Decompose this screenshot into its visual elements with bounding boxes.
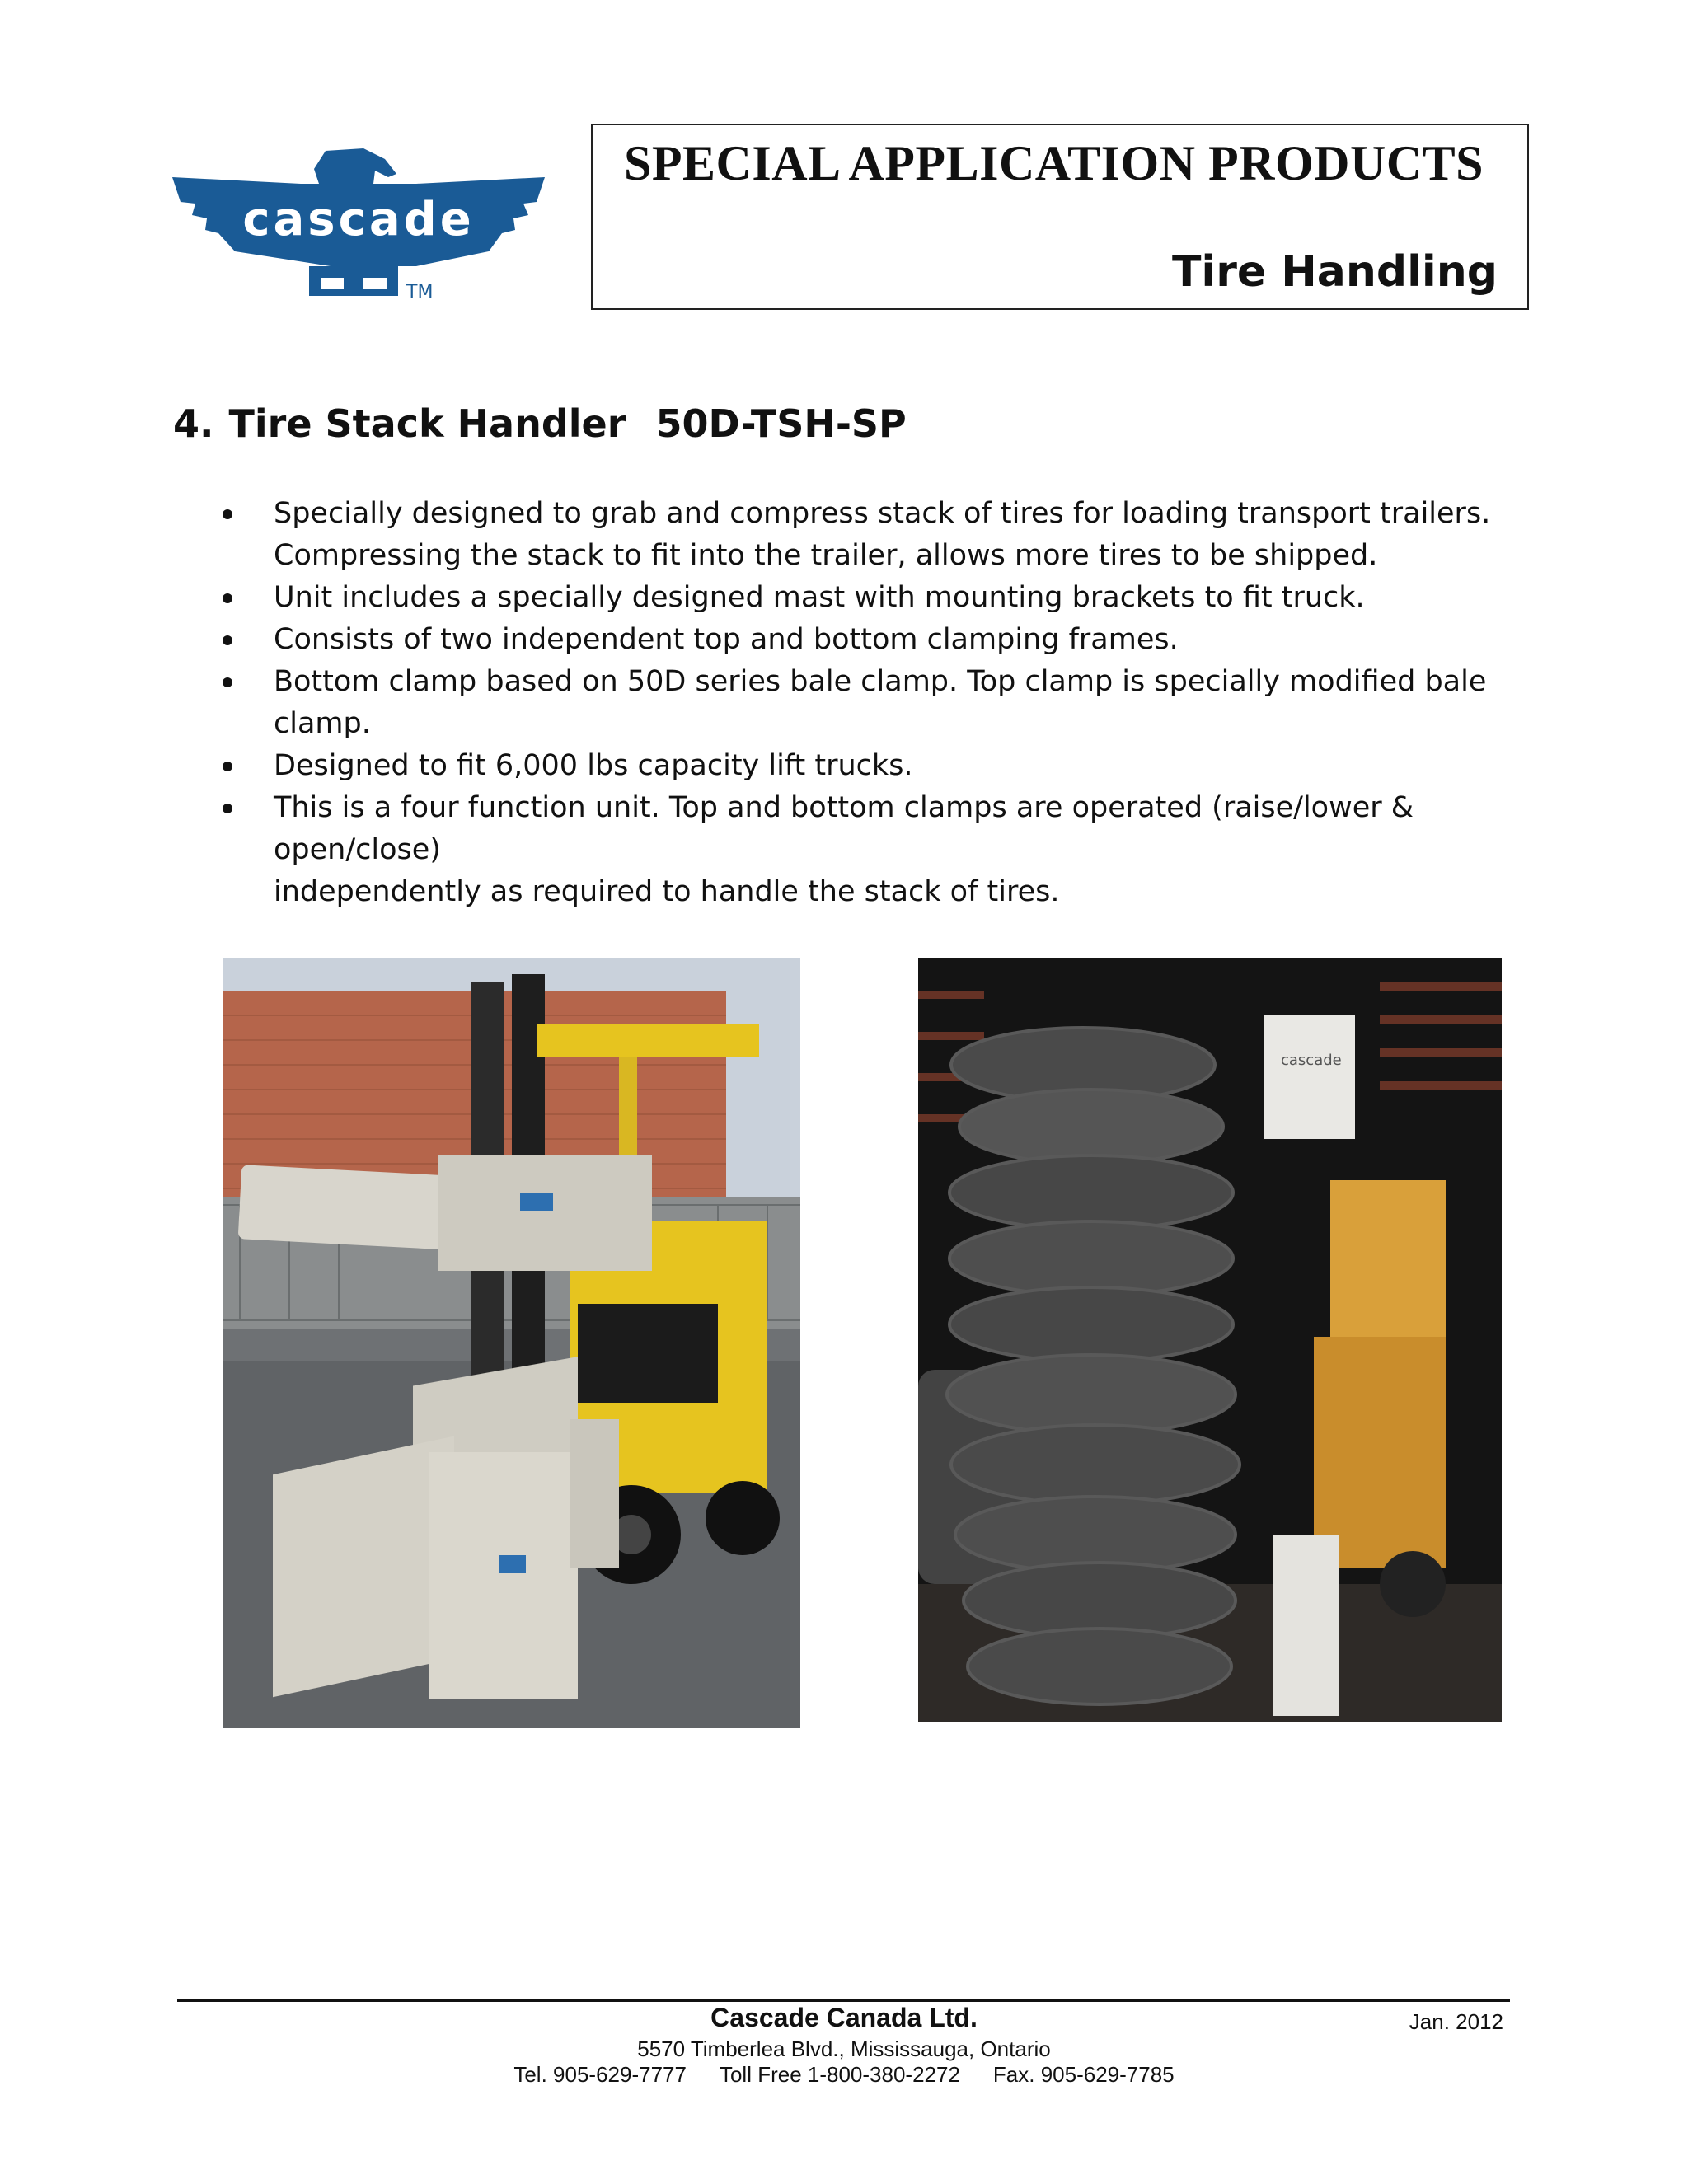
- footer-company: Cascade Canada Ltd.: [710, 2003, 978, 2032]
- logo-wordmark: cascade: [242, 193, 475, 246]
- list-item: Designed to fit 6,000 lbs capacity lift trucks.: [223, 745, 1550, 787]
- section-number: 4.: [173, 401, 214, 446]
- section-heading: [173, 401, 907, 446]
- header-subtitle: Tire Handling: [1171, 247, 1498, 297]
- bullet-icon: [223, 509, 232, 519]
- footer-address: 5570 Timberlea Blvd., Mississauga, Ontario: [637, 2036, 1051, 2061]
- bullet-icon: [223, 593, 232, 603]
- list-item: Specially designed to grab and compress stack of tires for loading transport trailers. Compressing the stack to fit into the trailer, allows more tires to be shipped.: [223, 493, 1550, 577]
- section-title: Tire Stack Handler: [228, 401, 626, 446]
- footer-tollfree: Toll Free 1-800-380-2272: [719, 2062, 960, 2087]
- list-item: Unit includes a specially designed mast with mounting brackets to fit truck.: [223, 577, 1550, 619]
- tire-stack-clamp-brand: cascade: [1281, 1052, 1342, 1069]
- footer-fax: Fax. 905-629-7785: [992, 2062, 1175, 2087]
- bullet-icon: [223, 677, 232, 687]
- bullet-icon: [223, 762, 232, 771]
- footer-contacts: [0, 2062, 1688, 2088]
- forklift-photo: [223, 958, 800, 1728]
- footer-rule: [177, 1999, 1510, 2002]
- cascade-logo: [169, 144, 548, 301]
- bullet-icon: [223, 635, 232, 645]
- list-item: This is a four function unit. Top and bottom clamps are operated (raise/lower & open/close) independently as required to handle the stack of tires.: [223, 787, 1550, 913]
- list-item: Bottom clamp based on 50D series bale clamp. Top clamp is specially modified bale clamp.: [223, 661, 1550, 745]
- list-item: Consists of two independent top and bottom clamping frames.: [223, 619, 1550, 661]
- header-title: SPECIAL APPLICATION PRODUCTS: [624, 136, 1484, 190]
- tire-stack-photo: [918, 958, 1502, 1722]
- feature-list: [223, 493, 1550, 913]
- footer-tel: Tel. 905-629-7777: [513, 2062, 687, 2087]
- footer-date: Jan. 2012: [1409, 2009, 1503, 2034]
- model-number: 50D-TSH-SP: [655, 401, 907, 446]
- header-box: [591, 124, 1529, 310]
- bullet-icon: [223, 804, 232, 813]
- logo-trademark: TM: [406, 282, 434, 301]
